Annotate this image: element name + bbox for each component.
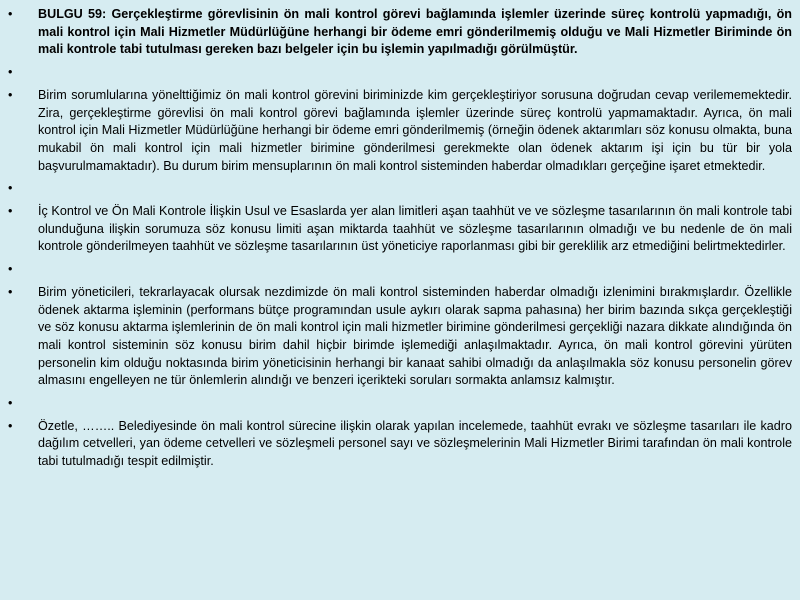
paragraph-internal-control bbox=[8, 203, 792, 256]
paragraph-unit-responsibles bbox=[8, 87, 792, 176]
empty-bullet-item bbox=[8, 180, 792, 198]
paragraph-unit-managers bbox=[8, 284, 792, 390]
bullet-marker: • bbox=[8, 418, 13, 433]
paragraph-text: Birim sorumlularına yönelttiğimiz ön mali kontrol görevini biriminizde kim gerçekleştiriyor sorusuna doğrudan cevap verilememektedir. Zira, gerçekleştirme görevlisi ön mali kontrol görevi bağlamında işlemler üzerinde süreç kontrolü yapmamaktadır. Ayrıca, ön mali kontrol için Mali Hizmetler Müdürlüğüne herhangi bir ödeme emri gönderilmemiş (örneğin ödenek aktarımları söz konusu olmakta, buna mukabil ön mali kontrol için mali hizmetler birimine gönderilmesi gerekmekte olan ödenek aktarım işi için bu tür bir yola başvurulmamaktadır). Bu durum birim mensuplarının ön mali kontrol sisteminden haberdar olmadıkları gerçeğine işaret etmektedir. bbox=[38, 87, 792, 173]
bullet-marker: • bbox=[8, 396, 13, 411]
finding-heading bbox=[8, 6, 792, 59]
paragraph-text: İç Kontrol ve Ön Mali Kontrole İlişkin Usul ve Esaslarda yer alan limitleri aşan taahhüt ve ve sözleşme tasarılarının ön mali kontrole tabi olunduğuna ilişkin sorumuza söz konusu limiti aşan miktarda taahhüt ve sözleşme tasarılarının olmadığı ve bu nedenle de ön mali kontrole gönderilmeyen taahhüt ve sözleşme tasarılarının üst yöneticiye raporlanması gibi bir gereklilik arz etmediğini belirtmektedirler. bbox=[38, 204, 792, 254]
bullet-marker: • bbox=[8, 7, 13, 21]
bullet-marker: • bbox=[8, 87, 13, 102]
bullet-marker: • bbox=[8, 204, 13, 218]
bullet-marker: • bbox=[8, 262, 13, 277]
bullet-marker: • bbox=[8, 65, 13, 80]
paragraph-summary bbox=[8, 418, 792, 471]
empty-bullet-item bbox=[8, 64, 792, 82]
finding-heading-text: BULGU 59: Gerçekleştirme görevlisinin ön mali kontrol görevi bağlamında işlemler üzerinde süreç kontrolü yapmadığı, ön mali kontrol için Mali Hizmetler Müdürlüğüne herhangi bir ödeme emri gönderilmemiş olduğu ve Mali Hizmetler Biriminde ön mali kontrole tabi tutulması gereken bazı belgeler için bu işlemin yapılmadığı görülmüştür. bbox=[38, 7, 792, 57]
bullet-marker: • bbox=[8, 284, 13, 299]
empty-bullet-item bbox=[8, 261, 792, 279]
empty-bullet-item bbox=[8, 395, 792, 413]
bullet-marker: • bbox=[8, 181, 13, 196]
paragraph-text: Birim yöneticileri, tekrarlayacak olursak nezdimizde ön mali kontrol sisteminden haberdar olmadığı izlenimini bırakmışlardır. Özellikle ödenek aktarma işleminin (performans bütçe programından usule aykırı olarak sapma pahasına) her birim bazında sıkça gerçekleştiği ve söz konusu aktarma işlemlerinin de ön mali kontrol için mali hizmetler birimine gönderilmesi gerçekliği nazara dikkate alındığında ön mali kontrol sisteminin söz konusu birim dahil hiçbir birimde işlemediği anlaşılmaktadır. Ayrıca, ön mali kontrol görevini yürüten personelin kim olduğu noktasında birim yöneticisinin herhangi bir kanaat sahibi olmadığı da anlaşılmakla söz konusu personelin görev almasını engelleyen ne tür önlemlerin alındığı ve benzeri içerikteki soruları sormakta anlamsız kalmıştır. bbox=[38, 284, 792, 388]
paragraph-text: Özetle, …….. Belediyesinde ön mali kontrol sürecine ilişkin olarak yapılan incelemede, taahhüt evrakı ve sözleşme tasarıları ile kadro dağılım cetvelleri, yan ödeme cetvelleri ve sözleşmeli personel sayı ve sözleşmelerinin Mali Hizmetler Birimi tarafından ön mali kontrole tabi tutulmadığı tespit edilmiştir. bbox=[38, 418, 792, 469]
